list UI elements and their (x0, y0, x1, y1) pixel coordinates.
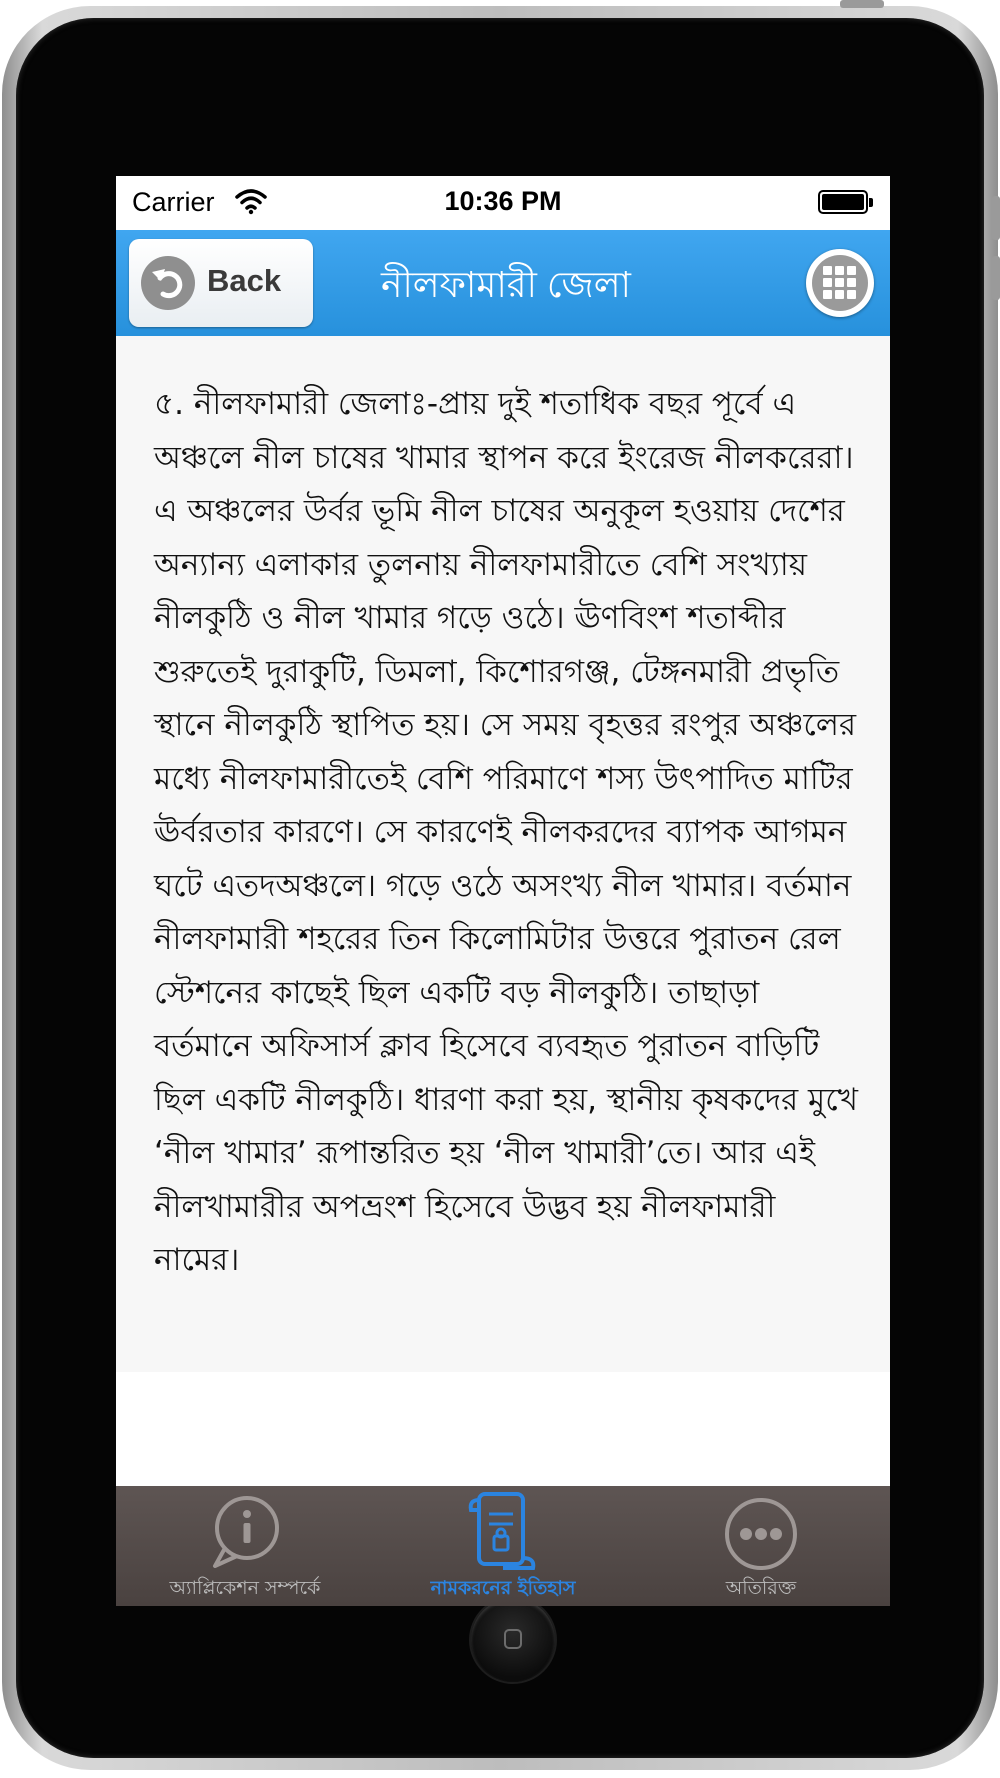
power-button (840, 0, 884, 8)
tab-more[interactable] (632, 1486, 890, 1606)
back-arrow-icon (141, 256, 195, 310)
navigation-bar (116, 230, 890, 336)
grid-icon (812, 255, 868, 311)
history-text: ৫. নীলফামারী জেলাঃ-প্রায় দুই শতাধিক বছর পূর্বে এ অঞ্চলে নীল চাষের খামার স্থাপন করে ইংরেজ নীলকরেরা। এ অঞ্চলের উর্বর ভূমি নীল চাষের অনুকূল হওয়ায় দেশের অন্যান্য এলাকার তুলনায় নীলফামারীতে বেশি সংখ্যায় নীলকুঠি ও নীল খামার গড়ে ওঠে। ঊণবিংশ শতাব্দীর শুরুতেই দুরাকুটি, ডিমলা, কিশোরগঞ্জ, টেঙ্গনমারী প্রভৃতি স্থানে নীলকুঠি স্থাপিত হয়। সে সময় বৃহত্তর রংপুর অঞ্চলের মধ্যে নীলফামারীতেই বেশি পরিমাণে শস্য উৎপাদিত মাটির ঊর্বরতার কারণে। সে কারণেই নীলকরদের ব্যাপক আগমন ঘটে এতদঅঞ্চলে। গড়ে ওঠে অসংখ্য নীল খামার। বর্তমান নীলফামারী শহরের তিন কিলোমিটার উত্তরে পুরাতন রেল স্টেশনের কাছেই ছিল একটি বড় নীলকুঠি। তাছাড়া বর্তমানে অফিসার্স ক্লাব হিসেবে ব্যবহৃত পুরাতন বাড়িটি ছিল একটি নীলকুঠি। ধারণা করা হয়, স্থানীয় কৃষকদের মুখে ‘নীল খামার’ রূপান্তরিত হয় ‘নীল খামারী’তে। আর এই নীলখামারীর অপভ্রংশ হিসেবে উদ্ভব হয় নীলফামারী নামের। (154, 386, 868, 1278)
volume-button (992, 256, 1000, 300)
scroll-document-icon (463, 1488, 543, 1574)
more-dots-icon (721, 1494, 801, 1574)
carrier-label: Carrier (132, 187, 215, 217)
status-time: 10:36 PM (444, 186, 562, 216)
status-bar (116, 176, 890, 230)
info-bubble-icon (203, 1492, 287, 1576)
tab-about-app-label: অ্যাপ্লিকেশন সম্পর্কে (169, 1577, 321, 1599)
home-square-icon (504, 1629, 522, 1649)
page-title: নীলফামারী জেলা (381, 264, 631, 305)
volume-button (992, 196, 1000, 240)
content-scroll-area[interactable] (116, 336, 890, 1372)
home-button[interactable] (471, 1598, 555, 1682)
grid-menu-button[interactable] (806, 249, 874, 317)
back-button[interactable] (129, 239, 313, 327)
app-screen (116, 176, 890, 1606)
battery-icon (818, 190, 868, 214)
tab-about-app[interactable] (116, 1486, 374, 1606)
tab-bar (116, 1486, 890, 1606)
tab-naming-history[interactable] (374, 1486, 632, 1606)
back-button-label: Back (207, 263, 282, 298)
tab-naming-history-label: নামকরনের ইতিহাস (430, 1577, 576, 1599)
tab-more-label: অতিরিক্ত (725, 1577, 797, 1599)
